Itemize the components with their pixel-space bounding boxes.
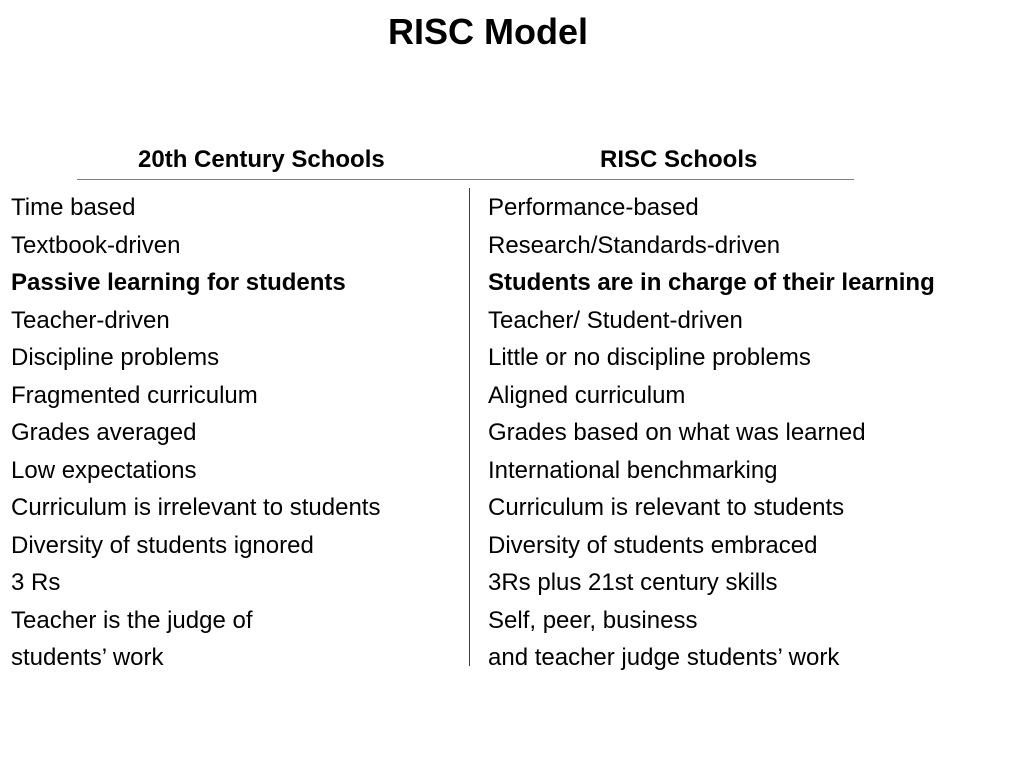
right-item-performance-based: Performance-based — [488, 194, 699, 221]
left-item-teacher-driven: Teacher-driven — [11, 306, 170, 334]
left-item-teacher-judge: Teacher is the judge of — [11, 606, 253, 634]
left-item-fragmented-curriculum: Fragmented curriculum — [11, 381, 258, 409]
right-item-3rs-plus-21st: 3Rs plus 21st century skills — [488, 569, 778, 596]
header-risc-schools: RISC Schools — [600, 146, 758, 173]
header-20th-century-schools: 20th Century Schools — [138, 146, 385, 173]
right-item-teacher-judge-work: and teacher judge students’ work — [488, 644, 840, 671]
left-item-passive-learning: Passive learning for students — [11, 269, 346, 296]
right-item-grades-based-on-learning: Grades based on what was learned — [488, 419, 866, 446]
right-item-diversity-embraced: Diversity of students embraced — [488, 531, 818, 559]
right-item-self-peer-business: Self, peer, business — [488, 606, 698, 634]
left-item-students-work: students’ work — [11, 644, 164, 671]
right-item-little-discipline-problems: Little or no discipline problems — [488, 344, 811, 371]
column-divider — [469, 188, 470, 666]
right-item-students-in-charge: Students are in charge of their learning — [488, 269, 935, 296]
right-column-list — [488, 189, 1024, 677]
header-underline-rule — [77, 179, 854, 180]
page-title: RISC Model — [387, 11, 588, 52]
left-item-curriculum-irrelevant: Curriculum is irrelevant to students — [11, 494, 381, 521]
right-item-teacher-student-driven: Teacher/ Student-driven — [488, 306, 743, 334]
left-column-list — [11, 189, 463, 677]
left-item-low-expectations: Low expectations — [11, 456, 197, 484]
left-item-discipline-problems: Discipline problems — [11, 344, 220, 371]
right-item-aligned-curriculum: Aligned curriculum — [488, 381, 686, 409]
left-item-time-based: Time based — [11, 194, 136, 221]
right-item-international-benchmarking: International benchmarking — [488, 456, 778, 484]
right-item-research-standards-driven: Research/Standards-driven — [488, 231, 781, 259]
left-item-grades-averaged: Grades averaged — [11, 419, 197, 446]
left-item-textbook-driven: Textbook-driven — [11, 231, 181, 259]
left-item-3-rs: 3 Rs — [11, 569, 61, 596]
right-item-curriculum-relevant: Curriculum is relevant to students — [488, 494, 845, 521]
left-item-diversity-ignored: Diversity of students ignored — [11, 531, 314, 559]
